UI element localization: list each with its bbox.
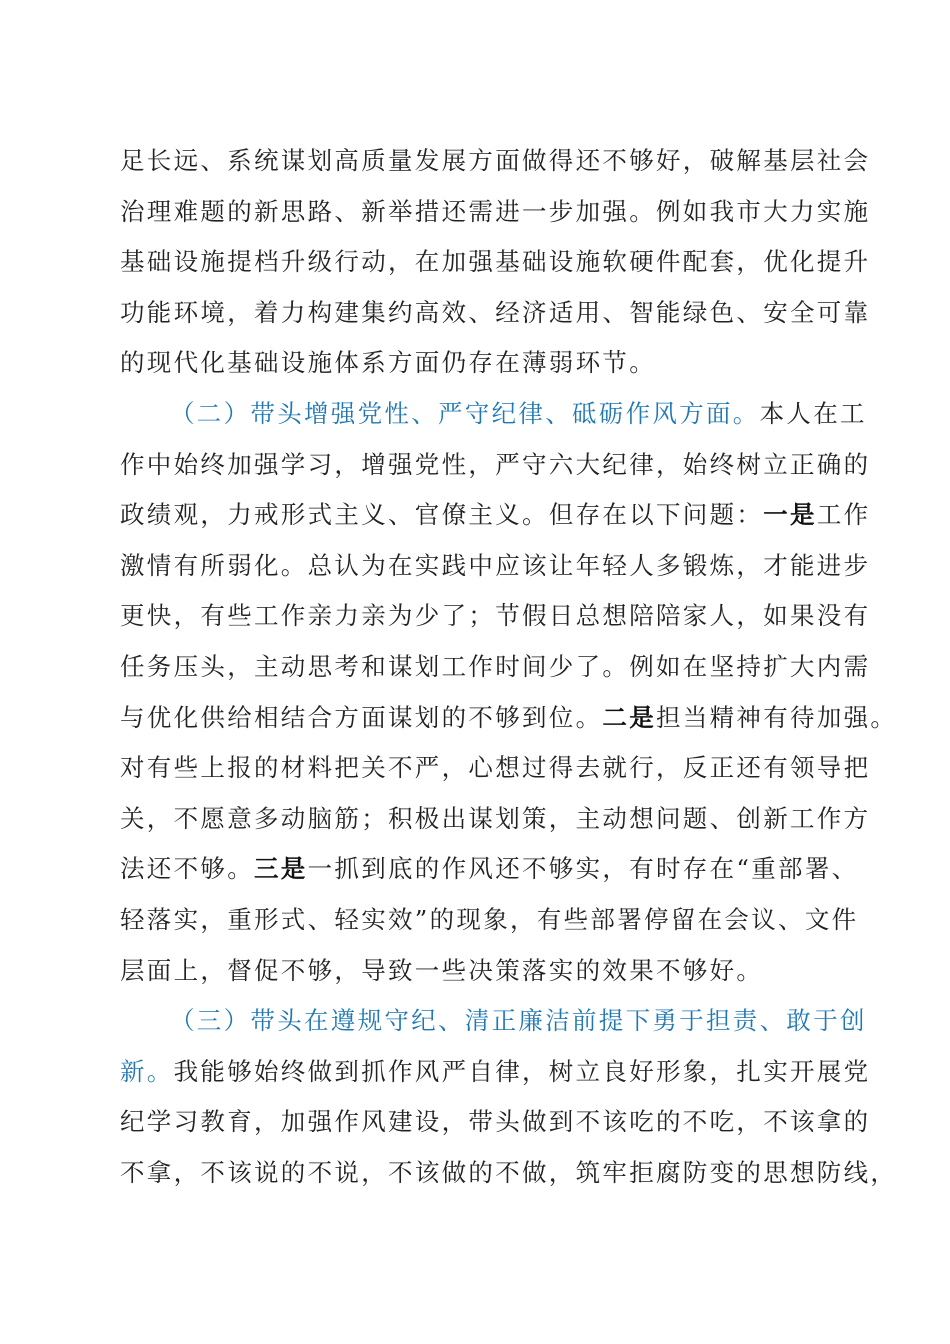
text-span: 法还不够。 (120, 854, 254, 884)
text-line: 任务压头，主动思考和谋划工作时间少了。例如在坚持扩大内需 (120, 651, 871, 681)
text-line: 层面上，督促不够，导致一些决策落实的效果不够好。 (120, 955, 764, 985)
text-line: 作中始终加强学习，增强党性，严守六大纪律，始终树立正确的 (120, 449, 871, 479)
text-line (120, 693, 898, 744)
text-span: 工作 (816, 500, 871, 530)
text-line: 激情有所弱化。总认为在实践中应该让年轻人多锻炼，才能进步 (120, 550, 871, 580)
text-span: 本人在工 (759, 398, 867, 428)
text-line (120, 844, 859, 895)
text-line: 不拿，不该说的不说，不该做的不做，筑牢拒腐防变的思想防线， (120, 1157, 898, 1187)
text-line: 足长远、系统谋划高质量发展方面做得还不够好，破解基层社会 (120, 146, 871, 175)
text-span: 担当精神有待加强。 (656, 702, 898, 732)
text-line: 关，不愿意多动脑筋；积极出谋划策，主动想问题、创新工作方 (120, 803, 871, 833)
text-line: 功能环境，着力构建集约高效、经济适用、智能绿色、安全可靠 (120, 297, 871, 327)
paragraph-2 (120, 389, 898, 996)
text-line: 轻落实，重形式、轻实效”的现象，有些部署停留在会议、文件 (120, 904, 859, 934)
section-heading-3: （三）带头在遵规守纪、清正廉洁前提下勇于担责、敢于创 (170, 1006, 867, 1036)
emphasis-first: 一是 (763, 500, 817, 530)
text-line: 纪学习教育，加强作风建设，带头做到不该吃的不吃，不该拿的 (120, 1107, 871, 1137)
text-span: 与优化供给相结合方面谋划的不够到位。 (120, 702, 603, 732)
text-line (120, 1047, 871, 1098)
text-line: 基础设施提档升级行动，在加强基础设施软硬件配套，优化提升 (120, 247, 871, 277)
section-heading-2: （二）带头增强党性、严守纪律、砥砺作风方面。 (170, 398, 760, 428)
text-span: 政绩观，力戒形式主义、官僚主义。但存在以下问题： (120, 500, 764, 530)
text-span: 我能够始终做到抓作风严自律，树立良好形象，扎实开展党 (173, 1056, 871, 1086)
text-line: 治理难题的新思路、新举措还需进一步加强。例如我市大力实施 (120, 196, 871, 226)
paragraph-1 (120, 136, 871, 389)
text-span: 一抓到底的作风还不够实，有时存在“重部署、 (307, 854, 859, 884)
text-line (120, 389, 867, 440)
paragraph-3 (120, 996, 898, 1198)
emphasis-third: 三是 (254, 854, 308, 884)
text-line (120, 490, 871, 541)
text-line: 对有些上报的材料把关不严，心想过得去就行，反正还有领导把 (120, 753, 871, 783)
document-page (120, 136, 898, 1198)
text-line: 的现代化基础设施体系方面仍存在薄弱环节。 (120, 348, 656, 378)
emphasis-second: 二是 (602, 702, 657, 732)
text-line: 更快，有些工作亲力亲为少了；节假日总想陪陪家人，如果没有 (120, 601, 871, 631)
section-heading-3-end: 新。 (120, 1056, 174, 1086)
